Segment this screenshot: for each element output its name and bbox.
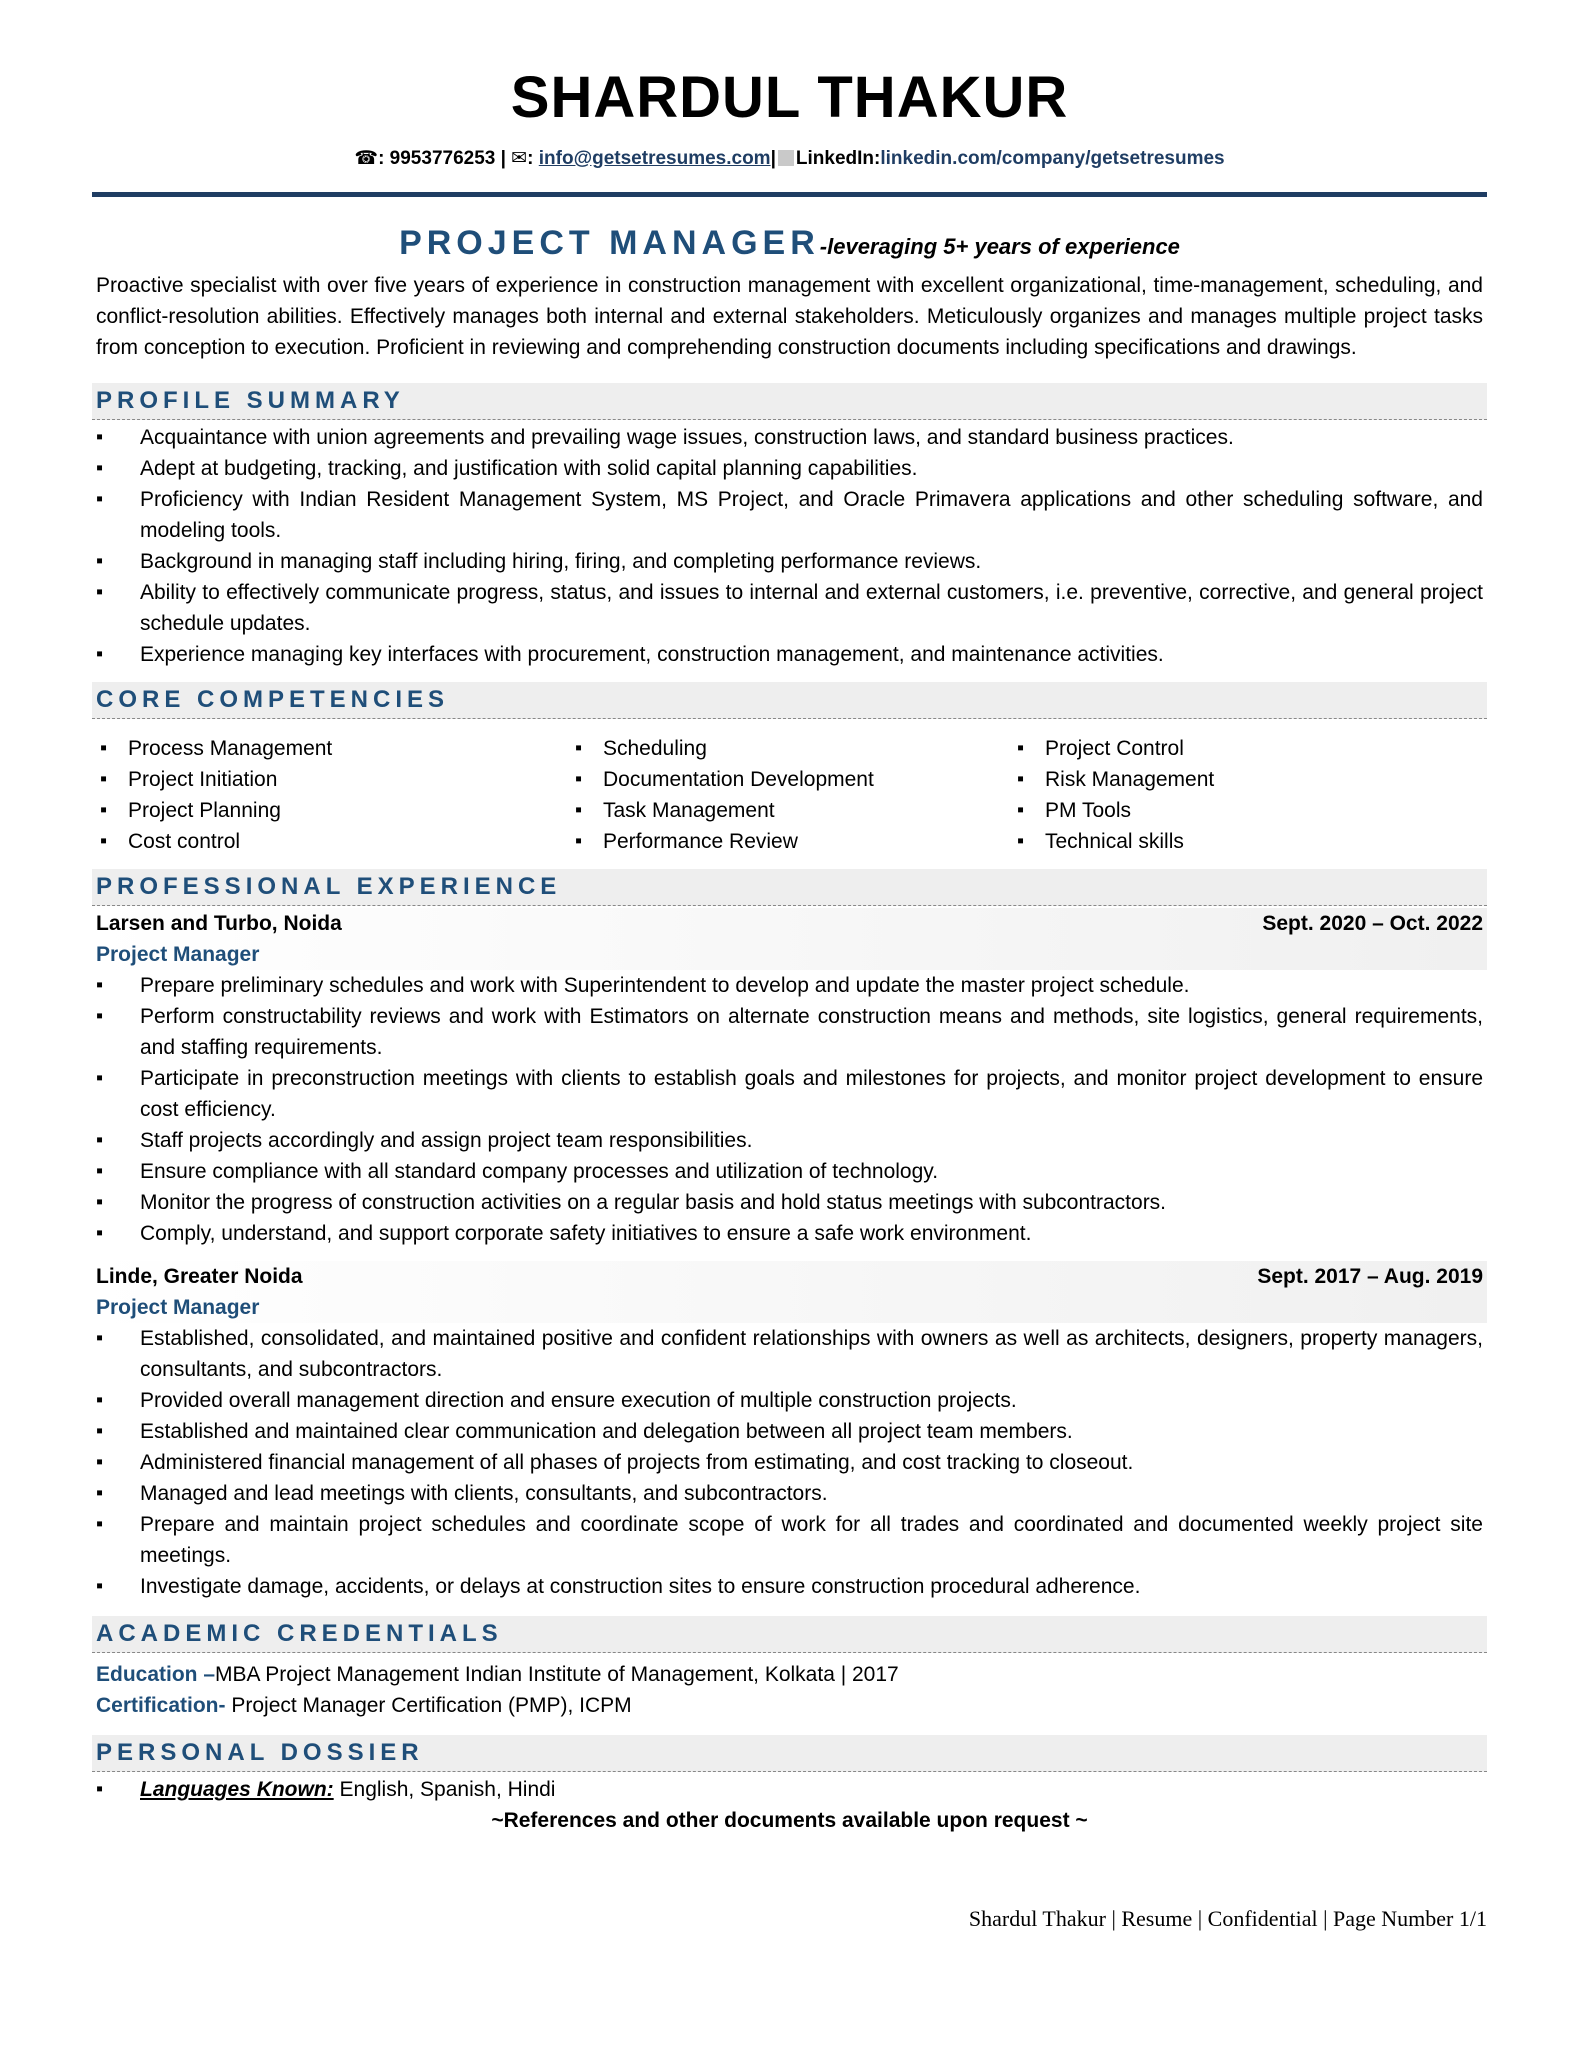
job-company: Linde, Greater Noida: [96, 1265, 303, 1288]
job-duties-list: [92, 1323, 1487, 1602]
contact-line: ☎: 9953776253 | ✉: info@getsetresumes.com| LinkedIn:linkedin.com/company/getsetresumes: [354, 148, 1225, 169]
job-duties-list: [92, 970, 1487, 1249]
languages-value: English, Spanish, Hindi: [333, 1778, 556, 1801]
list-item: ▪ Background in managing staff including hiring, firing, and completing performance reviews.: [92, 546, 1487, 577]
linkedin-link[interactable]: linkedin.com/company/getsetresumes: [880, 148, 1225, 169]
competency-item: ▪ Technical skills: [1009, 826, 1214, 857]
page-footer: Shardul Thakur | Resume | Confidential | Page Number 1/1: [968, 1906, 1487, 1931]
headline-tagline: -leveraging 5+ years of experience: [819, 234, 1180, 259]
certification-value: Project Manager Certification (PMP), ICPM: [225, 1694, 632, 1717]
phone-icon: ☎: [354, 148, 379, 169]
list-item: ▪ Investigate damage, accidents, or delays at construction sites to ensure construction procedural adherence.: [92, 1571, 1487, 1602]
candidate-name: SHARDUL THAKUR: [510, 65, 1069, 130]
education-value: MBA Project Management Indian Institute of Management, Kolkata | 2017: [215, 1663, 899, 1686]
list-item: ▪ Prepare preliminary schedules and work with Superintendent to develop and update the master project schedule.: [92, 970, 1487, 1001]
education-line: [92, 1659, 1487, 1690]
section-heading-academic-credentials: ACADEMIC CREDENTIALS: [92, 1616, 1487, 1653]
job-dates: Sept. 2020 – Oct. 2022: [1262, 912, 1483, 935]
list-item: ▪ Monitor the progress of construction activities on a regular basis and hold status meetings with subcontractors.: [92, 1187, 1487, 1218]
job-header: [92, 1261, 1487, 1292]
summary-paragraph: Proactive specialist with over five years of experience in construction management with excellent organizational, time-management, scheduling, and conflict-resolution abilities. Effectively manages both internal and external stakeholders. Meticulously organizes and manages multiple project tasks from conception to execution. Proficient in reviewing and comprehending construction documents including specifications and drawings.: [96, 274, 1483, 359]
section-heading-profile-summary: PROFILE SUMMARY: [92, 383, 1487, 420]
list-item: ▪ Perform constructability reviews and work with Estimators on alternate construction means and methods, site logistics, general requirements, and staffing requirements.: [92, 1001, 1487, 1063]
competency-column: [567, 733, 1009, 857]
envelope-icon: ✉: [511, 148, 528, 169]
competency-item: ▪ Documentation Development: [567, 764, 1009, 795]
certification-line: [92, 1690, 1487, 1721]
competency-item: ▪ Project Planning: [92, 795, 567, 826]
list-item: ▪ Ability to effectively communicate progress, status, and issues to internal and external customers, i.e. preventive, corrective, and general project schedule updates.: [92, 577, 1487, 639]
competency-item: ▪ Cost control: [92, 826, 567, 857]
list-item: ▪ Comply, understand, and support corporate safety initiatives to ensure a safe work environment.: [92, 1218, 1487, 1249]
linkedin-icon: [778, 150, 794, 166]
headline-role: PROJECT MANAGER: [399, 224, 820, 262]
education-label: Education –: [96, 1663, 216, 1686]
profile-summary-list: [92, 422, 1487, 670]
competency-item: ▪ Project Control: [1009, 733, 1214, 764]
list-item: ▪ Acquaintance with union agreements and prevailing wage issues, construction laws, and standard business practices.: [92, 422, 1487, 453]
list-item: ▪ Established, consolidated, and maintained positive and confident relationships with owners as well as architects, designers, property managers, consultants, and subcontractors.: [92, 1323, 1487, 1385]
list-item: ▪ Administered financial management of all phases of projects from estimating, and cost tracking to closeout.: [92, 1447, 1487, 1478]
competency-column: [92, 733, 567, 857]
certification-label: Certification-: [96, 1694, 226, 1717]
section-heading-professional-experience: PROFESSIONAL EXPERIENCE: [92, 869, 1487, 906]
list-item: ▪ Adept at budgeting, tracking, and justification with solid capital planning capabilities.: [92, 453, 1487, 484]
competency-item: ▪ Task Management: [567, 795, 1009, 826]
email-link[interactable]: info@getsetresumes.com: [538, 148, 771, 169]
list-item: ▪ Proficiency with Indian Resident Management System, MS Project, and Oracle Primavera applications and other scheduling software, and modeling tools.: [92, 484, 1487, 546]
list-item: ▪ Prepare and maintain project schedules and coordinate scope of work for all trades and coordinated and documented weekly project site meetings.: [92, 1509, 1487, 1571]
header-divider: [92, 192, 1487, 197]
list-item: ▪ Provided overall management direction and ensure execution of multiple construction projects.: [92, 1385, 1487, 1416]
competency-item: ▪ Process Management: [92, 733, 567, 764]
job-role: Project Manager: [92, 1292, 1487, 1323]
list-item: ▪ Experience managing key interfaces with procurement, construction management, and maintenance activities.: [92, 639, 1487, 670]
competency-item: ▪ Performance Review: [567, 826, 1009, 857]
linkedin-label: LinkedIn:: [795, 148, 881, 169]
dossier-list: [92, 1774, 1487, 1805]
job-dates: Sept. 2017 – Aug. 2019: [1257, 1265, 1483, 1288]
contact-separator: |: [770, 148, 776, 169]
competency-item: ▪ PM Tools: [1009, 795, 1214, 826]
list-item: ▪ Established and maintained clear communication and delegation between all project team members.: [92, 1416, 1487, 1447]
job-header: [92, 908, 1487, 939]
competency-item: ▪ Risk Management: [1009, 764, 1214, 795]
list-item: ▪ Staff projects accordingly and assign project team responsibilities.: [92, 1125, 1487, 1156]
competency-grid: [92, 733, 1487, 857]
contact-separator: |: [500, 148, 506, 169]
references-note: ~References and other documents available upon request ~: [491, 1809, 1088, 1832]
competency-column: [1009, 733, 1214, 857]
section-heading-core-competencies: CORE COMPETENCIES: [92, 682, 1487, 719]
job-role: Project Manager: [92, 939, 1487, 970]
list-item: ▪ Managed and lead meetings with clients, consultants, and subcontractors.: [92, 1478, 1487, 1509]
list-item: ▪ Participate in preconstruction meetings with clients to establish goals and milestones for projects, and monitor project development to ensure cost efficiency.: [92, 1063, 1487, 1125]
headline: [92, 225, 1487, 268]
list-item: ▪ Ensure compliance with all standard company processes and utilization of technology.: [92, 1156, 1487, 1187]
list-item: [92, 1774, 1487, 1805]
competency-item: ▪ Project Initiation: [92, 764, 567, 795]
languages-label: Languages Known:: [140, 1778, 334, 1801]
phone-number[interactable]: 9953776253: [389, 148, 496, 169]
competency-item: ▪ Scheduling: [567, 733, 1009, 764]
section-heading-personal-dossier: PERSONAL DOSSIER: [92, 1735, 1487, 1772]
job-company: Larsen and Turbo, Noida: [96, 912, 342, 935]
